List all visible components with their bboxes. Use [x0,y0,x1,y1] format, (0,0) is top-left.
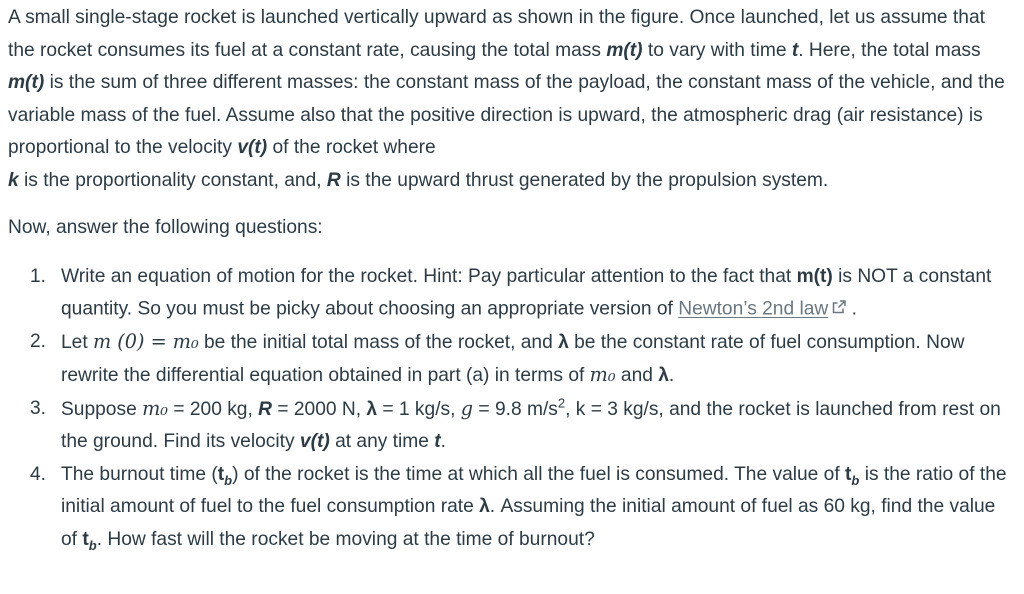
question-text: . [440,431,446,453]
question-item [8,326,1016,393]
question-text: Let [61,331,94,353]
thrust-symbol: R [326,169,341,191]
external-link-icon[interactable] [832,293,846,326]
question-text: be the constant rate of fuel consumption. Now rewrite the differential equation obtained in part (a) in terms of [61,331,965,387]
question-text: be the initial total mass of the rocket, and [198,331,559,353]
intro-text: to vary with time [642,39,792,61]
intro-text: A small single-stage rocket is launched vertically upward as shown in the figure. Once launched, let us assume that the rocket consumes its fuel at a constant rate, causing the total mass [8,7,985,61]
intro-text: . Here, the total mass [798,39,981,61]
question-number: 1. [30,265,47,287]
question-number: 3. [30,397,47,419]
question-text: is the ratio of the initial amount of fuel to the fuel consumption rate [61,463,1007,518]
mass-symbol: m(t) [606,39,643,61]
intro-paragraph [8,2,1016,197]
initial-mass-equation: m (0) = m₀ [93,329,199,353]
burnout-time-symbol: t [845,463,852,485]
question-text: is NOT a constant quantity. So you must be picky about choosing an appropriate version of [61,265,992,320]
gravity-symbol: g [460,396,474,420]
intro-text: of the rocket where [267,137,436,158]
question-text: = 9.8 m/s [473,398,558,420]
intro-text: is the proportionality constant, and, [18,169,327,191]
question-text: = 1 kg/s, [377,398,461,420]
velocity-symbol: v(t) [299,431,330,453]
lambda-symbol: λ [658,365,669,387]
question-text: = 200 kg, [167,398,259,420]
squared-exponent: 2 [557,395,566,411]
time-symbol: t [791,39,799,61]
intro-text: is the upward thrust generated by the propulsion system. [340,169,829,191]
question-text: ) of the rocket is the time at which all the fuel is consumed. The value of [232,463,846,485]
lambda-symbol: λ [366,398,378,420]
burnout-subscript: b [851,472,860,488]
question-item [8,393,1016,459]
question-text: at any time [329,431,435,453]
thrust-symbol: R [258,398,272,420]
question-text: Suppose [61,398,143,420]
mass-symbol: m(t) [796,265,833,287]
question-text: . [846,298,857,320]
intro-text: is the sum of three different masses: the constant mass of the payload, the constant mass of the vehicle, and the variable mass of the fuel. Assume also that the positive direction is upward, the atmospheric drag (air resistance) is proportional to the velocity [8,72,1005,158]
burnout-subscript: b [224,472,233,488]
question-text: Write an equation of motion for the rocket. Hint: Pay particular attention to the fact that [61,265,797,287]
questions-lead: Now, answer the following questions: [8,217,323,238]
question-text: . How fast will the rocket be moving at the time of burnout? [96,528,595,550]
question-text: . [668,365,675,387]
question-list [8,261,1016,557]
question-text: The burnout time ( [61,463,218,485]
question-text: = 2000 N, [271,398,367,420]
initial-mass-symbol: m₀ [589,363,616,387]
mass-symbol: m(t) [8,72,45,93]
lambda-symbol: λ [558,331,569,353]
burnout-time-symbol: t [217,463,225,485]
drag-constant-symbol: k [8,169,19,191]
question-item [8,261,1016,326]
question-text: , k = 3 kg/s, and the rocket is launched from rest on the ground. Find its velocity [61,398,1001,453]
question-number: 4. [30,463,47,485]
velocity-symbol: v(t) [237,137,268,158]
burnout-time-symbol: t [82,528,89,550]
newtons-law-link[interactable]: Newton’s 2nd law [678,298,829,320]
question-text: and [615,365,659,387]
lambda-symbol: λ [479,496,490,518]
time-symbol: t [434,431,441,453]
question-number: 2. [30,330,47,352]
burnout-subscript: b [88,537,97,553]
question-item [8,459,1016,557]
question-text: . Assuming the initial amount of fuel as 60 kg, find the value of [61,496,996,550]
initial-mass-symbol: m₀ [142,396,168,420]
